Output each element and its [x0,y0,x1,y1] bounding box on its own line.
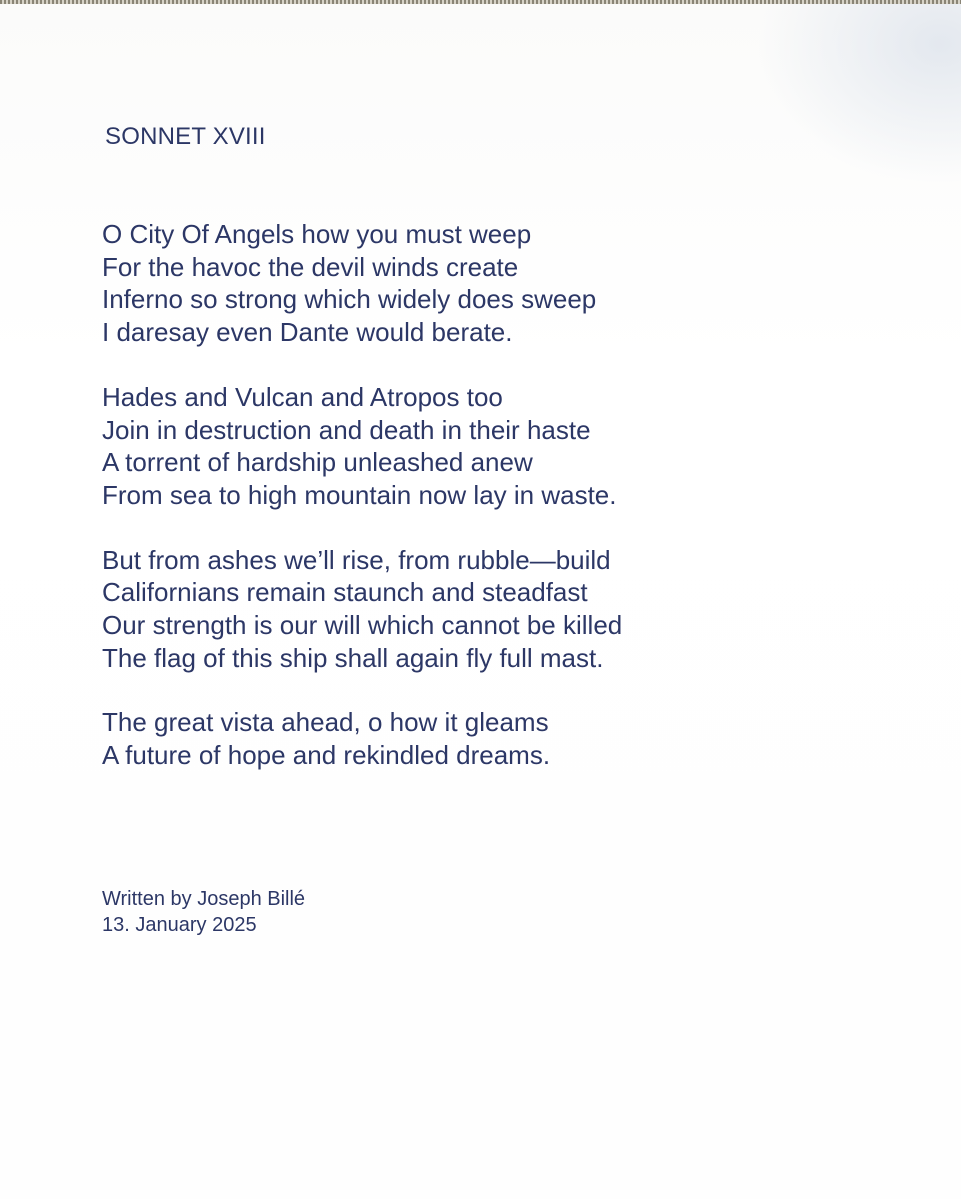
poem-line: The flag of this ship shall again fly full mast. [102,642,604,673]
date-line: 13. January 2025 [102,914,257,936]
poem-line: Our strength is our will which cannot be killed [102,610,623,641]
poem-line: For the havoc the devil winds create [102,251,519,282]
stanza-2 [102,381,862,512]
poem-line: O City Of Angels how you must weep [102,219,532,249]
poem-line: Californians remain staunch and steadfast [102,577,588,608]
stanza-3 [102,544,862,675]
poem-body [102,218,862,804]
poem-line: A future of hope and rekindled dreams. [102,740,551,771]
poem-line: I daresay even Dante would berate. [102,317,513,348]
stanza-1 [102,218,862,349]
poem-line: A torrent of hardship unleashed anew [102,447,533,478]
poem-line: But from ashes we’ll rise, from rubble—build [102,544,611,575]
poem-line: Hades and Vulcan and Atropos too [102,381,503,412]
poem-line: The great vista ahead, o how it gleams [102,707,549,738]
poem-line: Inferno so strong which widely does sweep [102,284,597,315]
poem-title: SONNET XVIII [105,123,266,150]
author-line: Written by Joseph Billé [102,888,306,910]
poem-line: Join in destruction and death in their haste [102,414,591,445]
signature-block [102,886,305,938]
stanza-4 [102,706,862,771]
poem-line: From sea to high mountain now lay in waste. [102,479,617,510]
paper-sheet [0,4,961,1199]
